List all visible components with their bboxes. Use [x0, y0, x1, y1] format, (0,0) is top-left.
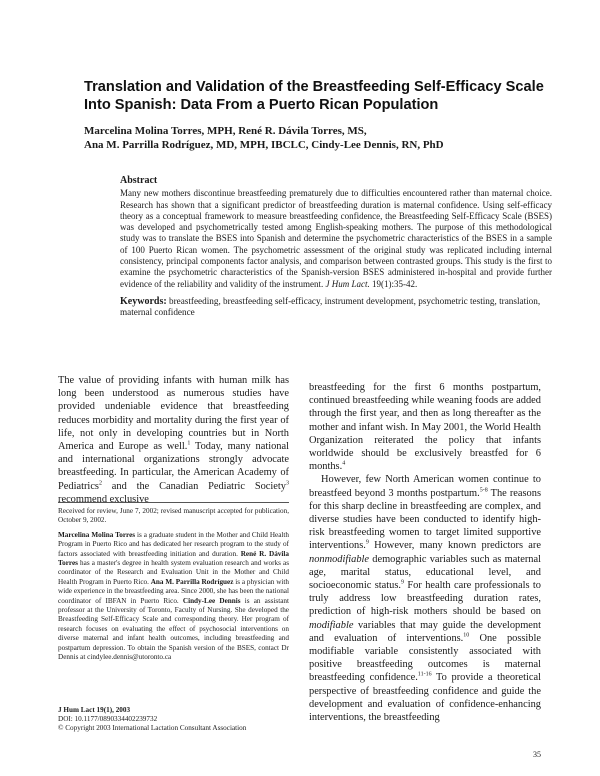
bio-name: René R. Dávila Torres [58, 549, 289, 568]
emphasis-text: modifiable [309, 619, 354, 631]
journal-info [58, 706, 246, 733]
abstract-text: Many new mothers discontinue breastfeeding prematurely due to difficulties encountered rather than maternal choice. Research has shown that a significant predictor of breastfeeding duration is maternal confidence. Using self-efficacy theory as a conceptual framework to measure breastfeeding confidence, the Breastfeeding Self-Efficacy Scale (BSES) was developed and psychometrically tested among English-speaking mothers. The purpose of this methodological study was to translate the BSES into Spanish and determine the psychometric characteristics of the BSES in a sample of 100 Puerto Rican women. The psychometric assessment of the original study was replicated including internal consistency, principal components factor analysis, and comparison between contrasted groups. This study is the first to examine the psychometric characteristics of the Spanish-version BSES administered in-hospital and provide further evidence of the reliability and validity of the instrument. [120, 188, 552, 289]
keywords-label: Keywords: [120, 295, 167, 307]
bio-name: Cindy-Lee Dennis [182, 596, 241, 605]
abstract-heading: Abstract [120, 175, 158, 186]
reference-marker: 9 [400, 579, 404, 586]
reference-marker: 10 [463, 632, 470, 639]
body-paragraph [58, 374, 289, 504]
article-title: Translation and Validation of the Breastfeeding Self-Efficacy Scale Into Spanish: Data From a Puerto Rican Population [84, 79, 544, 113]
body-text: To provide a theoretical perspective of breastfeeding confidence and guide the development and evaluation of confidence-enhancing interventions, the breastfeeding [309, 672, 541, 724]
bio-text: is a graduate student in the Mother and Child Health Program in Puerto Rico and has dedicated her research program to the study of factors associated with breastfeeding initiation and duration. [58, 530, 289, 558]
journal-copyright: © Copyright 2003 International Lactation Consultant Association [58, 724, 247, 732]
abstract-body [120, 188, 552, 290]
body-text: However, many known predictors are [368, 540, 541, 552]
authors-line-1: Marcelina Molina Torres, MPH, René R. Dávila Torres, MS, [84, 125, 367, 137]
bio-text: is an assistant professor at the University of Toronto, Faculty of Nursing. She developed the Breastfeeding Self-Efficacy Scale and corresponding theory. Her program of research focuses on evaluating the effect of psychosocial interventions on diverse maternal and infant health outcomes, including breastfeeding and postpartum depression. To obtain the Spanish version of the BSES, contact Dr Dennis at cindylee.dennis@utoronto.ca [58, 596, 289, 662]
body-text: Today, many national and international organizations strongly advocate breastfeeding. In particular, the American Academy of Pediatrics [58, 441, 289, 492]
abstract-citation-tail: 19(1):35-42. [369, 278, 418, 289]
reference-marker: 1 [187, 440, 191, 447]
reference-marker: 9 [365, 539, 369, 546]
received-note: Received for review, June 7, 2002; revised manuscript accepted for publication, October 9, 2002. [58, 507, 289, 525]
author-bios [58, 531, 289, 663]
reference-marker: 3 [286, 480, 289, 487]
footnote-divider [58, 502, 289, 503]
abstract-section [120, 175, 552, 319]
journal-doi: DOI: 10.1177/0890334402239732 [58, 715, 158, 723]
body-column-left [58, 374, 289, 504]
keywords-list: breastfeeding, breastfeeding self-efficacy, instrument development, psychometric testing, translation, maternal confidence [120, 295, 541, 318]
body-paragraph [309, 381, 541, 473]
keywords [120, 296, 552, 319]
body-column-right [309, 381, 541, 724]
reference-marker: 5-8 [479, 487, 488, 494]
abstract-citation-journal: J Hum Lact. [325, 278, 370, 289]
journal-issue: J Hum Lact 19(1), 2003 [58, 706, 131, 714]
body-paragraph [309, 473, 541, 724]
body-text: variables that may guide the development and evaluation of interventions. [309, 619, 541, 644]
reference-marker: 11-16 [417, 672, 432, 678]
body-text: The value of providing infants with human milk has long been understood as numerous studies have provided undeniable evidence that breastfeeding reduces morbidity and mortality during the first year of life, not only in developing countries but in North America and Europe as well. [58, 375, 289, 453]
body-text: However, few North American women continue to breastfeed beyond 3 months postpartum. [309, 474, 541, 499]
body-text: One possible modifiable variable consistently associated with positive breastfeeding outcomes is maternal breastfeeding confidence. [309, 632, 541, 684]
bio-text: is a physician with wide experience in the breastfeeding area. Since 2000, she has been the national coordinator of IBFAN in Puerto Rico. [58, 577, 289, 605]
body-text: recommend exclusive [58, 493, 149, 504]
body-text: demographic variables such as maternal age, marital status, educational level, and socioeconomic status. [309, 553, 541, 592]
bio-name: Ana M. Parrilla Rodríguez [150, 577, 234, 586]
body-text: and the Canadian Pediatric Society [101, 480, 286, 492]
bio-text: has a master's degree in health system evaluation research and works as coordinator of the Research and Evaluation Unit in the Mother and Child Health Program in Puerto Rico. [58, 559, 289, 586]
author-list [84, 124, 554, 152]
page-number: 35 [533, 750, 541, 759]
reference-marker: 4 [342, 460, 346, 467]
footnotes [58, 507, 289, 668]
bio-name: Marcelina Molina Torres [58, 530, 136, 539]
body-text: breastfeeding for the first 6 months postpartum, continued breastfeeding while weaning foods are added through the first year, and then as long thereafter as the mother and infant wish. In May 2001, the World Health Organization reiterated the policy that infants worldwide should be exclusively breastfed for 6 months. [309, 382, 541, 473]
reference-marker: 2 [98, 480, 102, 487]
body-text: The reasons for this sharp decline in breastfeeding are complex, and diverse studies have been conducted to identify high-risk breastfeeding women to target limited supportive interventions. [309, 487, 541, 552]
authors-line-2: Ana M. Parrilla Rodríguez, MD, MPH, IBCLC, Cindy-Lee Dennis, RN, PhD [84, 139, 444, 151]
emphasis-text: nonmodifiable [309, 553, 370, 565]
body-text: For health care professionals to truly address low breastfeeding duration rates, prediction of high-risk mothers should be based on [309, 580, 541, 618]
